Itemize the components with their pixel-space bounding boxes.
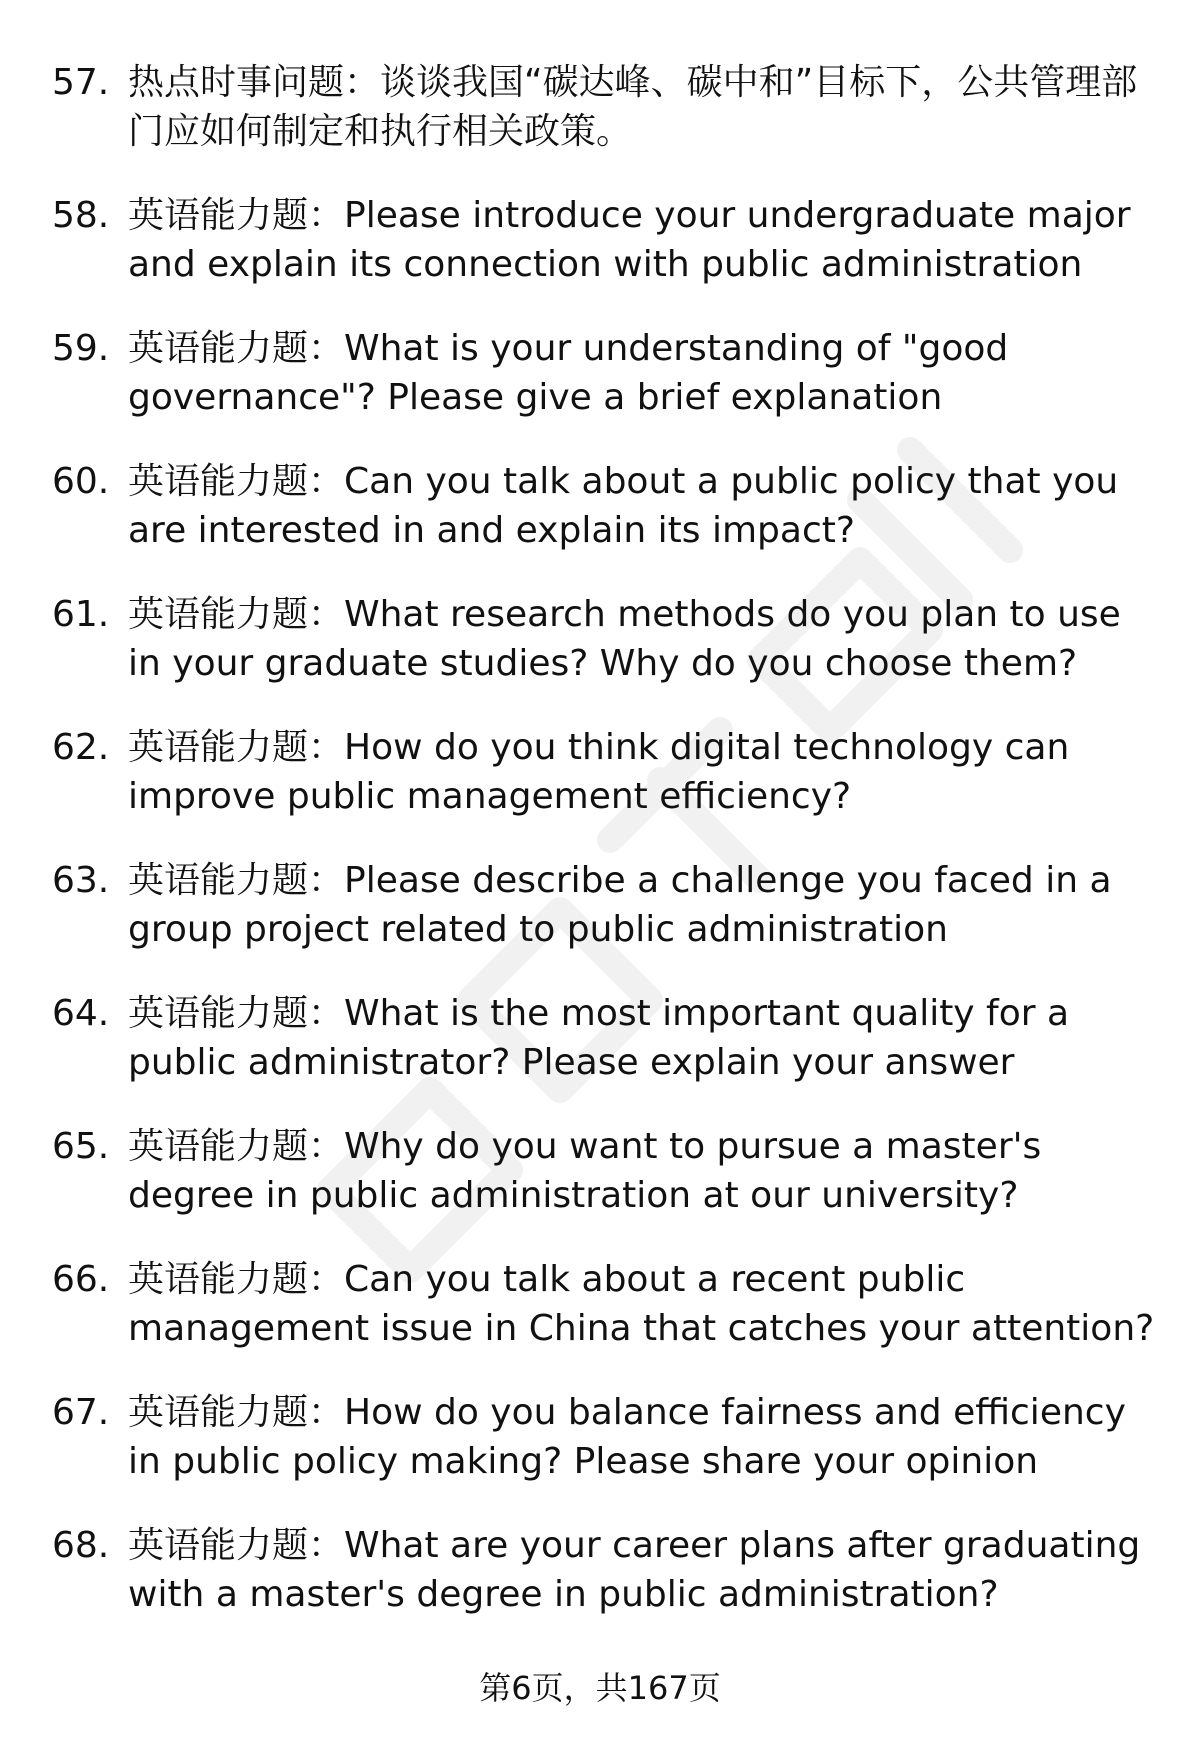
question-text: 热点时事问题：谈谈我国“碳达峰、碳中和”目标下，公共管理部门应如何制定和执行相关政策。: [128, 62, 1138, 152]
list-item: [52, 1255, 1162, 1353]
question-number: 65.: [52, 1126, 110, 1167]
question-number: 66.: [52, 1259, 110, 1300]
list-item: [52, 324, 1162, 422]
question-number: 61.: [52, 594, 110, 635]
question-text: 英语能力题：What research methods do you plan to use in your graduate studies? Why do you choose them?: [128, 594, 1121, 684]
list-item: [52, 856, 1162, 954]
question-text: 英语能力题：What is the most important quality for a public administrator? Please explain your answer: [128, 993, 1070, 1083]
question-number: 63.: [52, 860, 110, 901]
page-footer: 第6页，共167页: [479, 1669, 721, 1707]
question-number: 59.: [52, 328, 110, 369]
list-item: [52, 457, 1162, 555]
list-item: [52, 590, 1162, 688]
question-text: 英语能力题：How do you think digital technology can improve public management efficiency?: [128, 727, 1070, 817]
question-text: 英语能力题：What are your career plans after graduating with a master's degree in public administration?: [128, 1525, 1141, 1615]
question-text: 英语能力题：Please describe a challenge you faced in a group project related to public administration: [128, 860, 1112, 950]
list-item: [52, 58, 1162, 156]
list-item: [52, 723, 1162, 821]
question-number: 57.: [52, 62, 110, 103]
question-text: 英语能力题：What is your understanding of "good governance"? Please give a brief explanation: [128, 328, 1009, 418]
list-item: [52, 191, 1162, 289]
question-text: 英语能力题：Why do you want to pursue a master's degree in public administration at our university?: [128, 1126, 1042, 1216]
list-item: [52, 1122, 1162, 1220]
question-number: 60.: [52, 461, 110, 502]
question-number: 58.: [52, 195, 110, 236]
question-text: 英语能力题：How do you balance fairness and efficiency in public policy making? Please share your opinion: [128, 1392, 1126, 1482]
question-text: 英语能力题：Can you talk about a recent public management issue in China that catches your attention?: [128, 1259, 1155, 1349]
list-item: [52, 1388, 1162, 1486]
list-item: [52, 1521, 1162, 1619]
list-item: [52, 989, 1162, 1087]
question-number: 62.: [52, 727, 110, 768]
question-list: [52, 58, 1162, 1654]
question-text: 英语能力题：Can you talk about a public policy that you are interested in and explain its impact?: [128, 461, 1119, 551]
question-number: 68.: [52, 1525, 110, 1566]
question-number: 64.: [52, 993, 110, 1034]
question-text: 英语能力题：Please introduce your undergraduate major and explain its connection with public administration: [128, 195, 1131, 285]
question-number: 67.: [52, 1392, 110, 1433]
